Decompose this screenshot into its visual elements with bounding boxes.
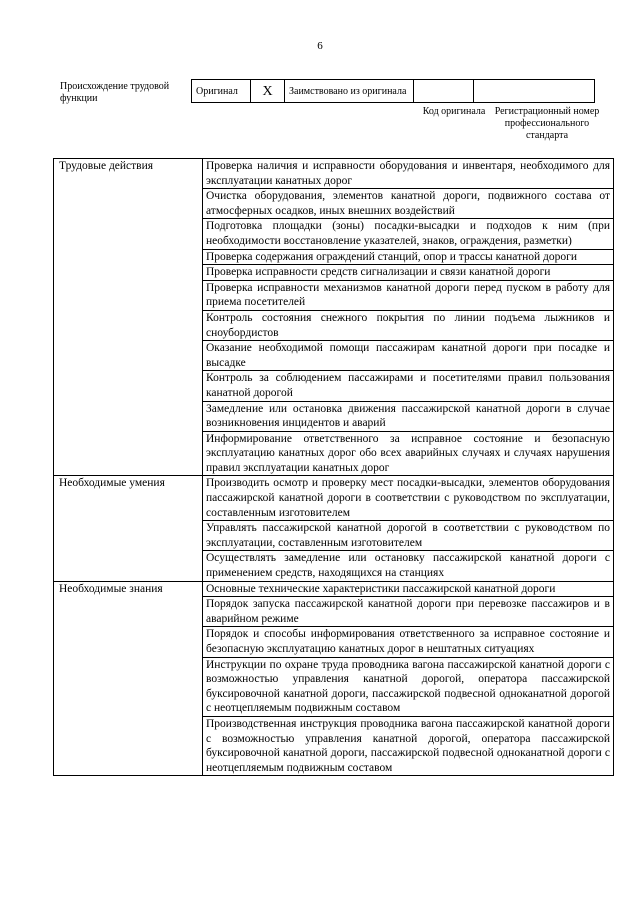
- code-cell: [414, 80, 474, 103]
- function-table: [53, 158, 614, 776]
- section-item: Управлять пассажирской канатной дорогой в соответствии с руководством по эксплуатации, составленным изготовителем: [203, 521, 614, 551]
- origin-table: [191, 79, 595, 103]
- section-item: Контроль за соблюдением пассажирами и посетителями правил пользования канатной дорогой: [203, 371, 614, 401]
- borrowed-cell: Заимствовано из оригинала: [285, 80, 414, 103]
- section-item: Информирование ответственного за исправное состояние и безопасную эксплуатацию канатных дорог обо всех аварийных случаях и случаях нарушения правил эксплуатации канатных дорог: [203, 431, 614, 476]
- section-title: Трудовые действия: [54, 159, 203, 476]
- page-number: 6: [317, 40, 323, 52]
- section-item: Инструкции по охране труда проводника вагона пассажирской канатной дороги с возможностью управления канатной дорогой, оператора пассажирской буксировочной канатной дороги, пассажирской подвесной одноканатной дорогой с неотцепляемым подвижным составом: [203, 657, 614, 716]
- section-item: Осуществлять замедление или остановку пассажирской канатной дороги с применением средств, находящихся на станциях: [203, 551, 614, 581]
- table-row: [54, 159, 614, 189]
- section-item: Основные технические характеристики пассажирской канатной дороги: [203, 581, 614, 597]
- section-item: Проверка содержания ограждений станций, опор и трассы канатной дороги: [203, 249, 614, 265]
- section-title: Необходимые знания: [54, 581, 203, 776]
- section-item: Очистка оборудования, элементов канатной дороги, подвижного состава от атмосферных осадков, иных внешних воздействий: [203, 189, 614, 219]
- original-cell: Оригинал: [192, 80, 251, 103]
- section-item: Производственная инструкция проводника вагона пассажирской канатной дороги с возможностью управления канатной дорогой, оператора пассажирской буксировочной канатной дороги, пассажирской подвесной одноканатной дороги с неотцепляемым подвижным составом: [203, 716, 614, 775]
- section-item: Проверка наличия и исправности оборудования и инвентаря, необходимого для эксплуатации канатных дорог: [203, 159, 614, 189]
- origin-label: Происхождение трудовой функции: [60, 81, 170, 104]
- section-item: Контроль состояния снежного покрытия по линии подъема лыжников и сноубордистов: [203, 310, 614, 340]
- reg-number-cell: [474, 80, 595, 103]
- section-item: Замедление или остановка движения пассажирской канатной дороги в случае возникновения инцидентов и аварий: [203, 401, 614, 431]
- section-item: Подготовка площадки (зоны) посадки-высадки и подходов к ним (при необходимости восстановление указателей, знаков, ограждения, разметки): [203, 219, 614, 249]
- section-item: Производить осмотр и проверку мест посадки-высадки, элементов оборудования пассажирской канатной дороги в соответствии с руководством по эксплуатации, составленным изготовителем: [203, 476, 614, 521]
- section-item: Проверка исправности механизмов канатной дороги перед пуском в работу для приема посетителей: [203, 280, 614, 310]
- table-row: [54, 476, 614, 521]
- code-caption: Код оригинала: [422, 106, 486, 117]
- section-item: Оказание необходимой помощи пассажирам канатной дороги при посадке и высадке: [203, 341, 614, 371]
- section-item: Порядок запуска пассажирской канатной дороги при перевозке пассажиров и в аварийном режиме: [203, 597, 614, 627]
- reg-caption: Регистрационный номер профессионального стандарта: [494, 106, 600, 141]
- section-item: Порядок и способы информирования ответственного за исправное состояние и безопасную эксплуатацию канатных дорог в нештатных ситуациях: [203, 627, 614, 657]
- table-row: [54, 581, 614, 597]
- section-item: Проверка исправности средств сигнализации и связи канатной дороги: [203, 265, 614, 281]
- section-title: Необходимые умения: [54, 476, 203, 581]
- original-mark: X: [251, 80, 285, 103]
